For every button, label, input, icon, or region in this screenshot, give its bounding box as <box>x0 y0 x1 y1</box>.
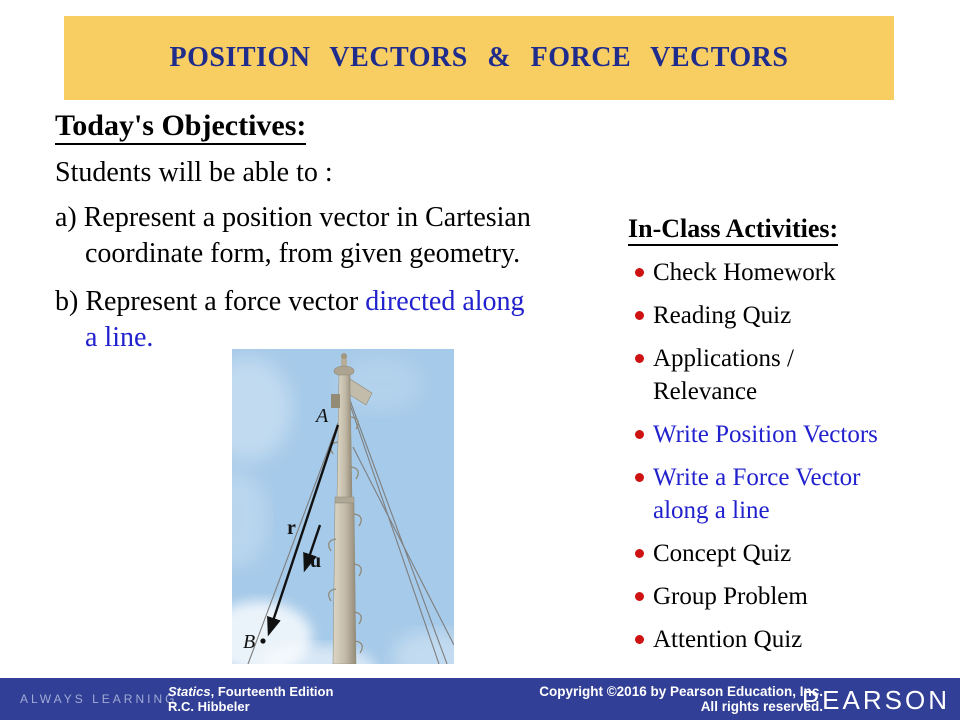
book-author: R.C. Hibbeler <box>168 699 250 714</box>
book-info <box>168 684 333 714</box>
activity-label: Concept Quiz <box>653 540 792 567</box>
book-edition: , Fourteenth Edition <box>210 684 334 699</box>
objective-item-b <box>55 284 670 356</box>
bullet-icon <box>635 635 644 644</box>
objective-b-black: b) Represent a force vector <box>55 286 366 317</box>
list-item <box>628 461 943 527</box>
mast-vector-diagram <box>232 349 454 664</box>
footer-bar <box>0 678 960 720</box>
activity-label: Group Problem <box>653 583 808 610</box>
bullet-icon <box>635 430 644 439</box>
bullet-icon <box>635 592 644 601</box>
bullet-icon <box>635 354 644 363</box>
objectives-heading-text: Today's Objectives: <box>55 109 306 145</box>
point-a-label: A <box>316 405 329 427</box>
activities-list <box>628 256 943 656</box>
objective-item-a <box>55 200 670 272</box>
objective-b-blue-line2: a line. <box>85 322 154 353</box>
title-banner <box>64 16 894 100</box>
junction-box <box>331 394 340 408</box>
list-item <box>628 256 943 289</box>
list-item <box>628 580 943 613</box>
activities-heading <box>628 214 943 244</box>
list-item <box>628 537 943 570</box>
always-learning-label: ALWAYS LEARNING <box>20 692 178 706</box>
pearson-logo: PEARSON <box>801 685 950 715</box>
list-item <box>628 623 943 656</box>
bullet-icon <box>635 268 644 277</box>
bullet-icon <box>635 473 644 482</box>
activity-label: Write Position Vectors <box>653 421 878 448</box>
activity-label: along a line <box>653 497 770 524</box>
vector-u-label: u <box>310 550 322 572</box>
objective-a-line2: coordinate form, from given geometry. <box>85 238 521 269</box>
activity-label: Attention Quiz <box>653 626 803 653</box>
objective-a-line1: a) Represent a position vector in Cartesian <box>55 202 531 233</box>
objective-b-blue-line1: directed along <box>365 286 525 317</box>
objectives-heading <box>55 109 306 143</box>
activity-label: Relevance <box>653 378 758 405</box>
bullet-icon <box>635 311 644 320</box>
activities-heading-text: In-Class Activities: <box>628 214 838 246</box>
objectives-intro: Students will be able to : <box>55 157 333 188</box>
mast-photo-figure <box>232 349 454 664</box>
vector-r-label: r <box>287 517 296 539</box>
copyright-line1: Copyright ©2016 by Pearson Education, Inc. <box>539 684 823 699</box>
activity-label: Write a Force Vector <box>653 464 861 491</box>
book-title: Statics <box>168 684 211 699</box>
activities-panel <box>628 214 943 666</box>
list-item <box>628 418 943 451</box>
slide-title: POSITION VECTORS & FORCE VECTORS <box>169 42 789 73</box>
copyright-notice <box>539 684 823 714</box>
activity-label: Reading Quiz <box>653 302 792 329</box>
copyright-line2: All rights reserved. <box>700 699 823 714</box>
activity-label: Applications / <box>653 345 794 372</box>
point-b-label: B <box>243 631 256 653</box>
list-item <box>628 342 943 408</box>
bullet-icon <box>635 549 644 558</box>
point-b-dot <box>260 638 265 643</box>
activity-label: Check Homework <box>653 259 836 286</box>
list-item <box>628 299 943 332</box>
